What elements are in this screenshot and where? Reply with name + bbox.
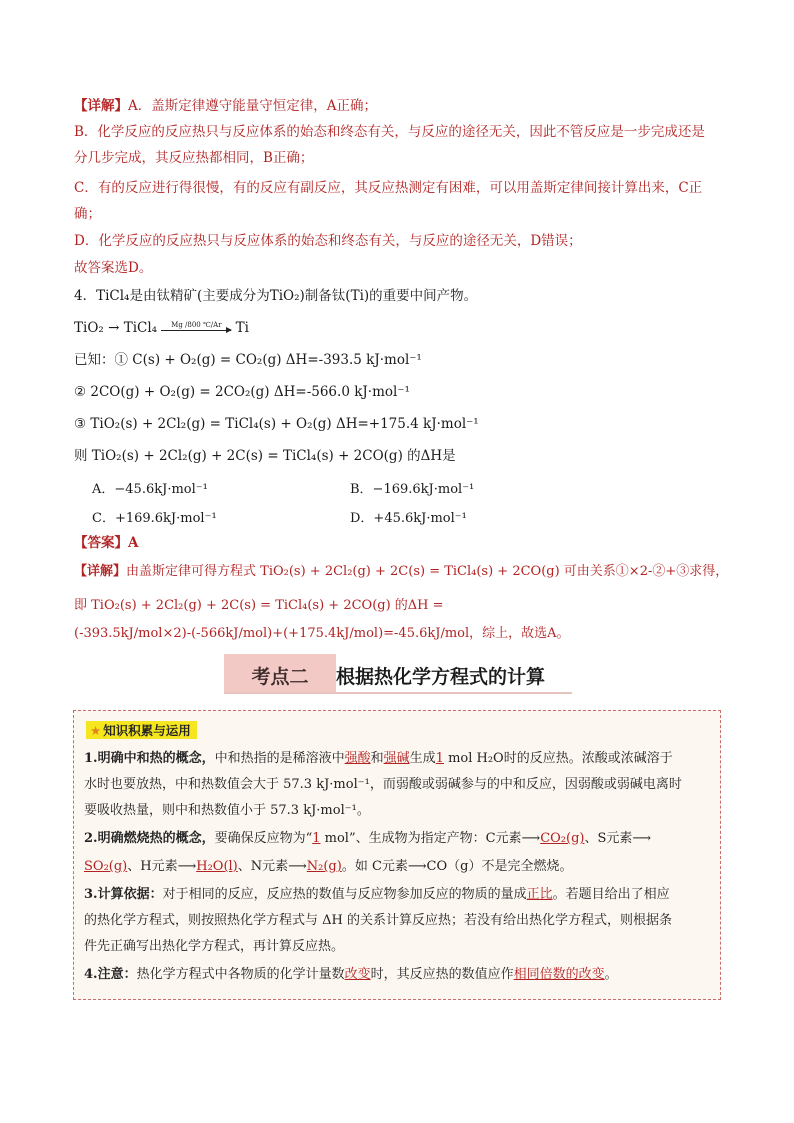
point-2-blank-1: 1 [312,831,321,846]
knowledge-box [73,710,721,1000]
path-left: TiO₂ → TiCl₄ [74,320,158,336]
point-3-blank-1: 正比 [526,887,553,902]
point-3-head: 3.计算依据： [84,887,163,902]
detail-line-a [74,96,377,116]
known-eq-1: 已知：① C(s) + O₂(g) = CO₂(g) ΔH=-393.5 kJ·mol⁻¹ [74,352,422,368]
point-4-text-c: 。 [604,967,618,982]
detail-line-b1: B．化学反应的反应热只与反应体系的始态和终态有关，与反应的途径无关，因此不管反应是一步完成还是 [74,124,705,140]
detail-tag: 【详解】 [74,98,128,114]
point-1-text-d: mol H₂O时的反应热。浓酸或浓碱溶于 [443,751,673,766]
section-label: 考点二 [251,666,309,688]
point-2-text-e: 、N元素⟶ [237,859,307,874]
q4-detail-2: 即 TiO₂(s) + 2Cl₂(g) + 2C(s) = TiCl₄(s) + 2CO(g) 的ΔH = [74,598,444,613]
point-2-text-b: mol”、生成物为指定产物：C元素⟶ [320,831,541,846]
known-eq-3: ③ TiO₂(s) + 2Cl₂(g) = TiCl₄(s) + O₂(g) ΔH=+175.4 kJ·mol⁻¹ [74,416,479,432]
arrow-icon [161,320,231,331]
point-2-text-c: 、S元素⟶ [584,831,652,846]
point-1-blank-3: 1 [435,751,444,766]
point-1-text-c: 生成 [409,751,436,766]
option-b: B．−169.6kJ·mol⁻¹ [350,482,475,497]
knowledge-tag [86,721,197,739]
option-c: C．+169.6kJ·mol⁻¹ [92,511,217,526]
point-1-text-a: 中和热指的是稀溶液中 [214,751,345,766]
known-eq-2: ② 2CO(g) + O₂(g) = 2CO₂(g) ΔH=-566.0 kJ·mol⁻¹ [74,384,410,400]
q4-detail-1 [74,562,728,582]
point-2-blank-4: H₂O(l) [196,859,238,874]
point-4-head: 4.注意： [84,967,137,982]
point-2-text-a: 要确保反应物为“ [214,831,313,846]
detail-answer-line: 故答案选D。 [74,260,153,276]
detail-line-d: D．化学反应的反应热只与反应体系的始态和终态有关，与反应的途径无关，D错误； [74,233,582,249]
answer-line [74,533,138,553]
point-4-text-a: 热化学方程式中各物质的化学计量数 [136,967,345,982]
question-ask: 则 TiO₂(s) + 2Cl₂(g) + 2C(s) = TiCl₄(s) + 2CO(g) 的ΔH是 [74,448,456,464]
section-title: 根据热化学方程式的计算 [336,666,546,688]
point-1-blank-2: 强碱 [383,751,410,766]
section-banner [224,654,572,694]
point-4-blank-2: 相同倍数的改变 [513,967,605,982]
q4-detail-3: (-393.5kJ/mol×2)-(-566kJ/mol)+(+175.4kJ/mol)=-45.6kJ/mol，综上，故选A。 [74,626,570,641]
point-2-line-2 [84,857,714,877]
point-3-text-b: 。若题目给出了相应 [552,887,670,902]
point-3-line-1 [84,885,714,905]
point-2-text-f: 。如 C元素⟶CO（g）不是完全燃烧。 [341,859,573,874]
point-3-line-3: 件先正确写出热化学方程式，再计算反应热。 [84,939,345,954]
knowledge-tag-label: 知识积累与运用 [103,723,191,738]
point-4-line-1 [84,965,714,985]
point-3-line-2: 的热化学方程式，则按照热化学方程式与 ΔH 的关系计算反应热；若没有给出热化学方程式，则根据条 [84,913,672,928]
point-2-blank-2: CO₂(g) [540,831,585,846]
point-2-line-1 [84,829,714,849]
point-4-text-b: 时，其反应热的数值应作 [370,967,514,982]
question-4-stem: 4．TiCl₄是由钛精矿(主要成分为TiO₂)制备钛(Ti)的重要中间产物。 [74,288,478,304]
q4-detail-text-1: 由盖斯定律可得方程式 TiO₂(s) + 2Cl₂(g) + 2C(s) = TiCl₄(s) + 2CO(g) 可由关系①×2-②+③求得， [126,564,729,579]
point-2-text-d: 、H元素⟶ [127,859,197,874]
point-2-blank-5: N₂(g) [306,859,342,874]
detail-line-b2: 分几步完成，其反应热都相同，B正确； [74,150,314,166]
detail-line-c2: 确； [74,206,101,222]
point-1-head: 1.明确中和热的概念， [84,751,215,766]
section-label-box [224,654,336,694]
option-d: D．+45.6kJ·mol⁻¹ [350,511,467,526]
detail-line-c1: C．有的反应进行得很慢，有的反应有副反应，其反应热测定有困难，可以用盖斯定律间接计算出来，C正 [74,180,703,196]
point-2-blank-3: SO₂(g) [84,859,128,874]
point-2-head: 2.明确燃烧热的概念， [84,831,215,846]
path-right: Ti [235,320,249,336]
answer-tag: 【答案】 [74,535,128,551]
q4-detail-tag: 【详解】 [74,564,127,579]
option-a: A．−45.6kJ·mol⁻¹ [92,482,208,497]
star-icon: ★ [90,723,102,738]
point-1-line-3: 要吸收热量，则中和热数值小于 57.3 kJ·mol⁻¹。 [84,803,370,818]
answer-value: A [128,535,139,551]
path-condition: Mg /800 ℃/Ar [171,320,222,329]
point-3-text-a: 对于相同的反应，反应热的数值与反应物参加反应的物质的量成 [162,887,527,902]
reaction-path [74,318,249,338]
section-underline [224,692,572,694]
point-4-blank-1: 改变 [344,967,371,982]
detail-text-a: A．盖斯定律遵守能量守恒定律，A正确； [128,98,377,114]
point-1-text-b: 和 [370,751,384,766]
point-1-blank-1: 强酸 [344,751,371,766]
point-1-line-1 [84,749,714,769]
point-1-line-2: 水时也要放热，中和热数值会大于 57.3 kJ·mol⁻¹，而弱酸或弱碱参与的中和反应，因弱酸或弱碱电离时 [84,777,682,792]
